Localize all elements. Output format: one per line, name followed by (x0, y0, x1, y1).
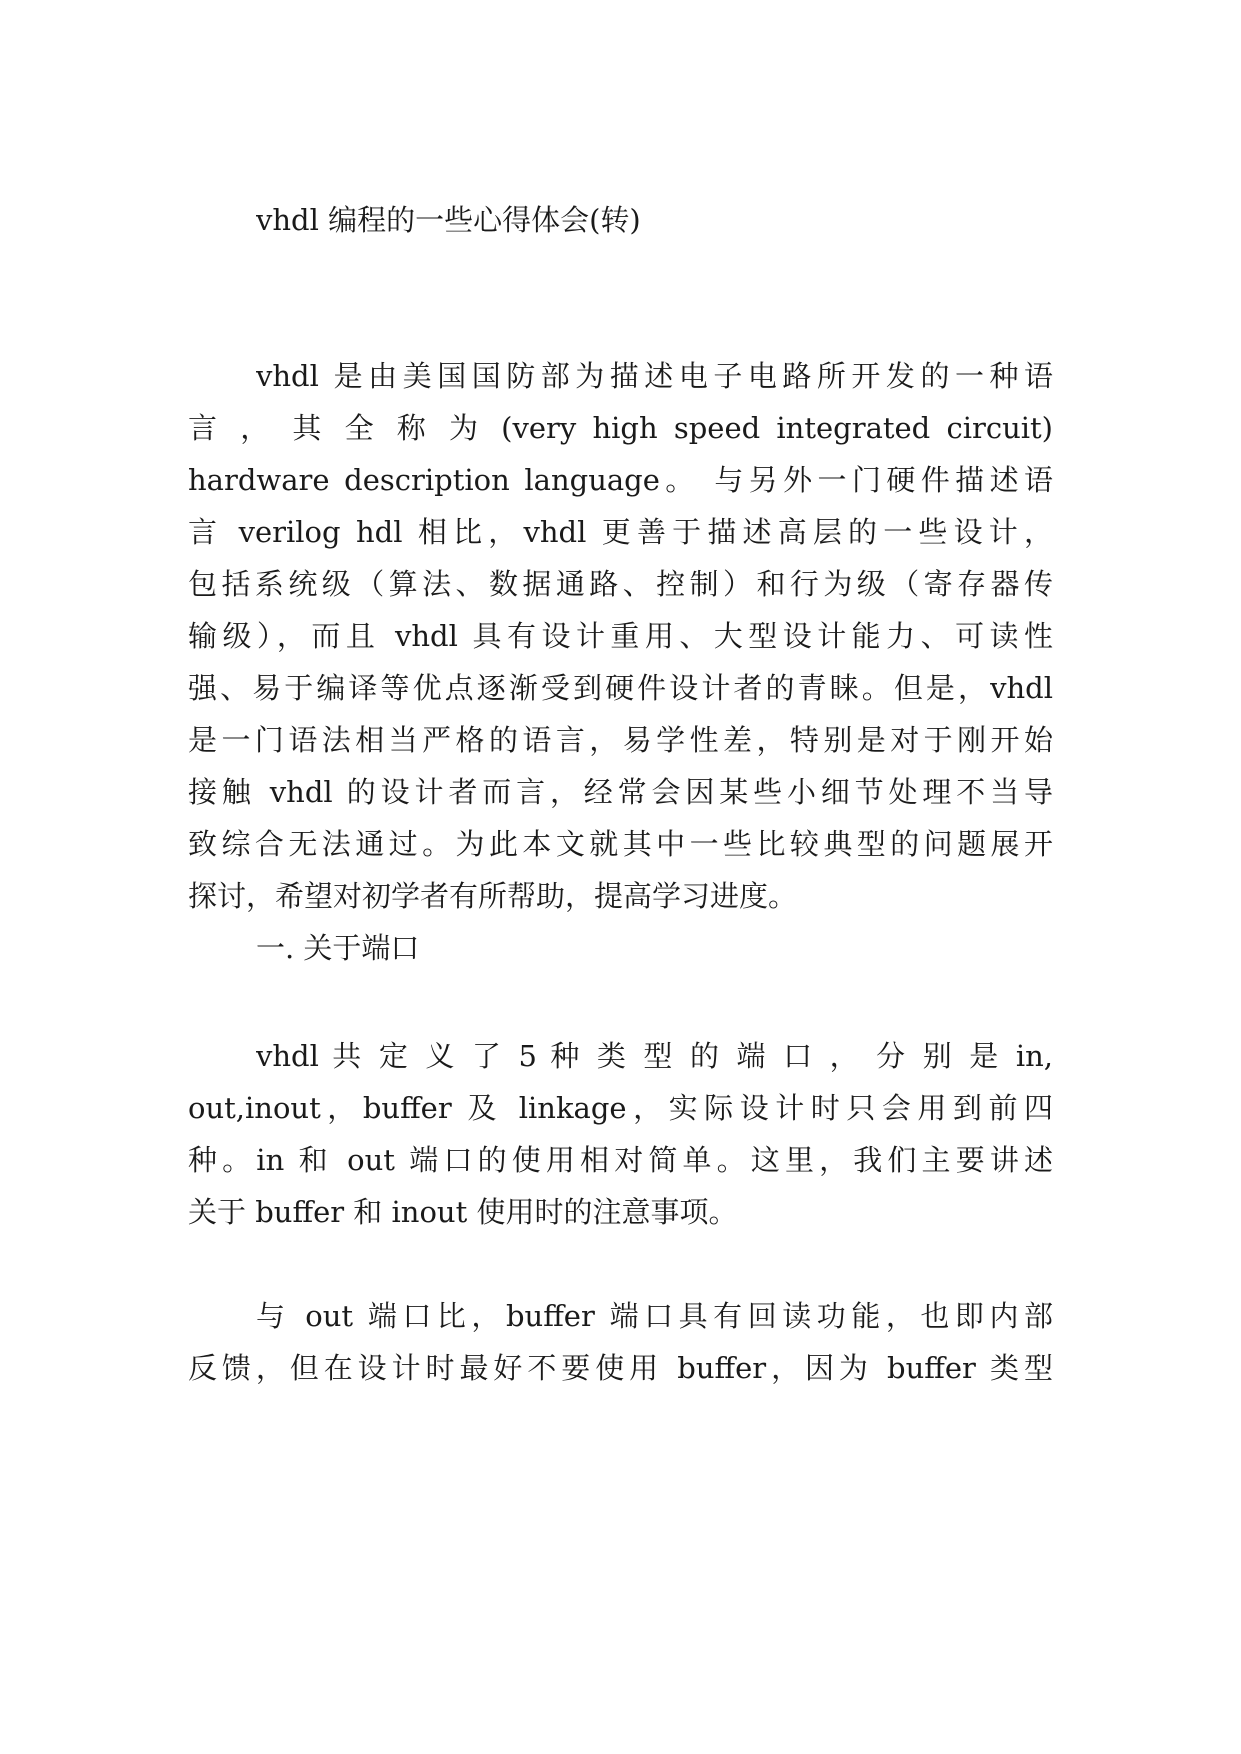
paragraph-line: 输级），而且 vhdl 具有设计重用、大型设计能力、可读性 (188, 619, 1053, 653)
paragraph-line: 是一门语法相当严格的语言，易学性差，特别是对于刚开始 (188, 723, 1053, 757)
paragraph-line: 与 out 端口比，buffer 端口具有回读功能，也即内部 (256, 1299, 1053, 1333)
paragraph-line: 探讨，希望对初学者有所帮助，提高学习进度。 (188, 879, 798, 913)
paragraph-line: 关于 buffer 和 inout 使用时的注意事项。 (188, 1195, 738, 1229)
paragraph-line: 强、易于编译等优点逐渐受到硬件设计者的青睐。但是，vhdl (188, 671, 1053, 705)
paragraph-line: vhdl 是由美国国防部为描述电子电路所开发的一种语 (256, 359, 1053, 393)
paragraph-line: 言 ， 其 全 称 为 (very high speed integrated circuit) (188, 411, 1053, 445)
paragraph-line: vhdl 共 定 义 了 5 种 类 型 的 端 口 ， 分 别 是 in, (256, 1039, 1053, 1073)
paragraph-line: 接触 vhdl 的设计者而言，经常会因某些小细节处理不当导 (188, 775, 1053, 809)
section-heading: 一. 关于端口 (256, 931, 420, 965)
paragraph-line: 反馈，但在设计时最好不要使用 buffer，因为 buffer 类型 (188, 1351, 1053, 1385)
paragraph-line: hardware description language。 与另外一门硬件描述语 (188, 463, 1053, 497)
paragraph-line: 包括系统级（算法、数据通路、控制）和行为级（寄存器传 (188, 567, 1053, 601)
paragraph-line: out,inout，buffer 及 linkage，实际设计时只会用到前四 (188, 1091, 1053, 1125)
paragraph-line: 言 verilog hdl 相比，vhdl 更善于描述高层的一些设计， (188, 515, 1053, 549)
paragraph-line: 致综合无法通过。为此本文就其中一些比较典型的问题展开 (188, 827, 1053, 861)
paragraph-line: 种。in 和 out 端口的使用相对简单。这里，我们主要讲述 (188, 1143, 1053, 1177)
document-title: vhdl 编程的一些心得体会(转) (256, 203, 641, 237)
